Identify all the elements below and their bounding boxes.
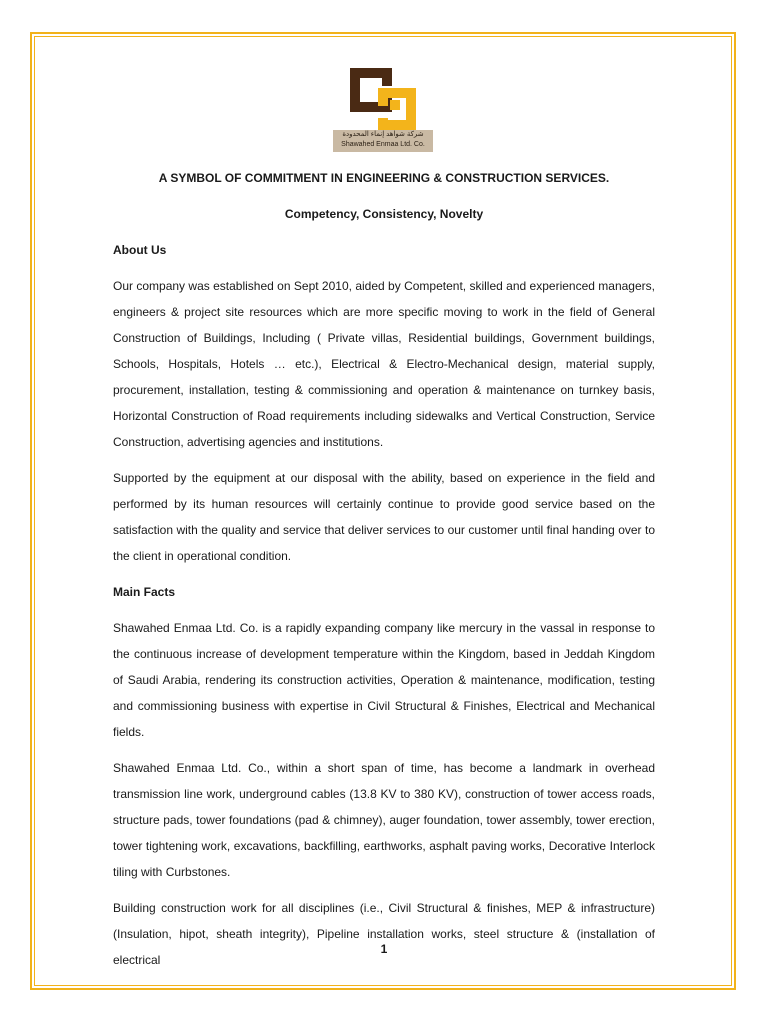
logo-caption <box>333 130 433 152</box>
logo-caption-arabic: شركة شواهد إنماء المحدودة <box>342 131 424 138</box>
about-heading: About Us <box>113 243 167 257</box>
facts-paragraph-3: Building construction work for all disciplines (i.e., Civil Structural & finishes, MEP & infrastructure) (Insulation, hipot, sheath integrity), Pipeline installation works, steel structure & (installation of electrical <box>113 901 655 967</box>
about-paragraph-2: Supported by the equipment at our disposal with the ability, based on experience in the field and performed by its human resources will certainly continue to provide good service based on the satisfaction with the quality and service that deliver services to our customer until final handing over to the client in operational condition. <box>113 471 655 563</box>
headline: A SYMBOL OF COMMITMENT IN ENGINEERING & CONSTRUCTION SERVICES. <box>158 171 610 185</box>
facts-heading: Main Facts <box>113 585 176 599</box>
facts-paragraph-2: Shawahed Enmaa Ltd. Co., within a short span of time, has become a landmark in overhead transmission line work, underground cables (13.8 KV to 380 KV), construction of tower access roads, structure pads, tower foundations (pad & chimney), auger foundation, tower assembly, tower erection, tower tightening work, excavations, backfilling, earthworks, asphalt paving works, Decorative Interlock tiling with Curbstones. <box>113 761 655 879</box>
logo-caption-english: Shawahed Enmaa Ltd. Co. <box>341 141 425 148</box>
document-body <box>113 165 655 983</box>
page-number: 1 <box>380 942 388 956</box>
logo-gold-accent <box>390 100 400 110</box>
tagline: Competency, Consistency, Novelty <box>284 207 484 221</box>
about-paragraph-1: Our company was established on Sept 2010, aided by Competent, skilled and experienced managers, engineers & project site resources which are more specific moving to work in the field of General Construction of Buildings, Including ( Private villas, Residential buildings, Government buildings, Schools, Hospitals, Hotels … etc.), Electrical & Electro-Mechanical design, material supply, procurement, installation, testing & commissioning and operation & maintenance on turnkey basis, Horizontal Construction of Road requirements including sidewalks and Vertical Construction, Service Construction, advertising agencies and institutions. <box>113 279 655 449</box>
facts-paragraph-1: Shawahed Enmaa Ltd. Co. is a rapidly expanding company like mercury in the vassal in response to the continuous increase of development temperature within the Kingdom, based in Jeddah Kingdom of Saudi Arabia, rendering its construction activities, Operation & maintenance, modification, testing and commissioning business with expertise in Civil Structural & Finishes, Electrical and Mechanical fields. <box>113 621 655 739</box>
